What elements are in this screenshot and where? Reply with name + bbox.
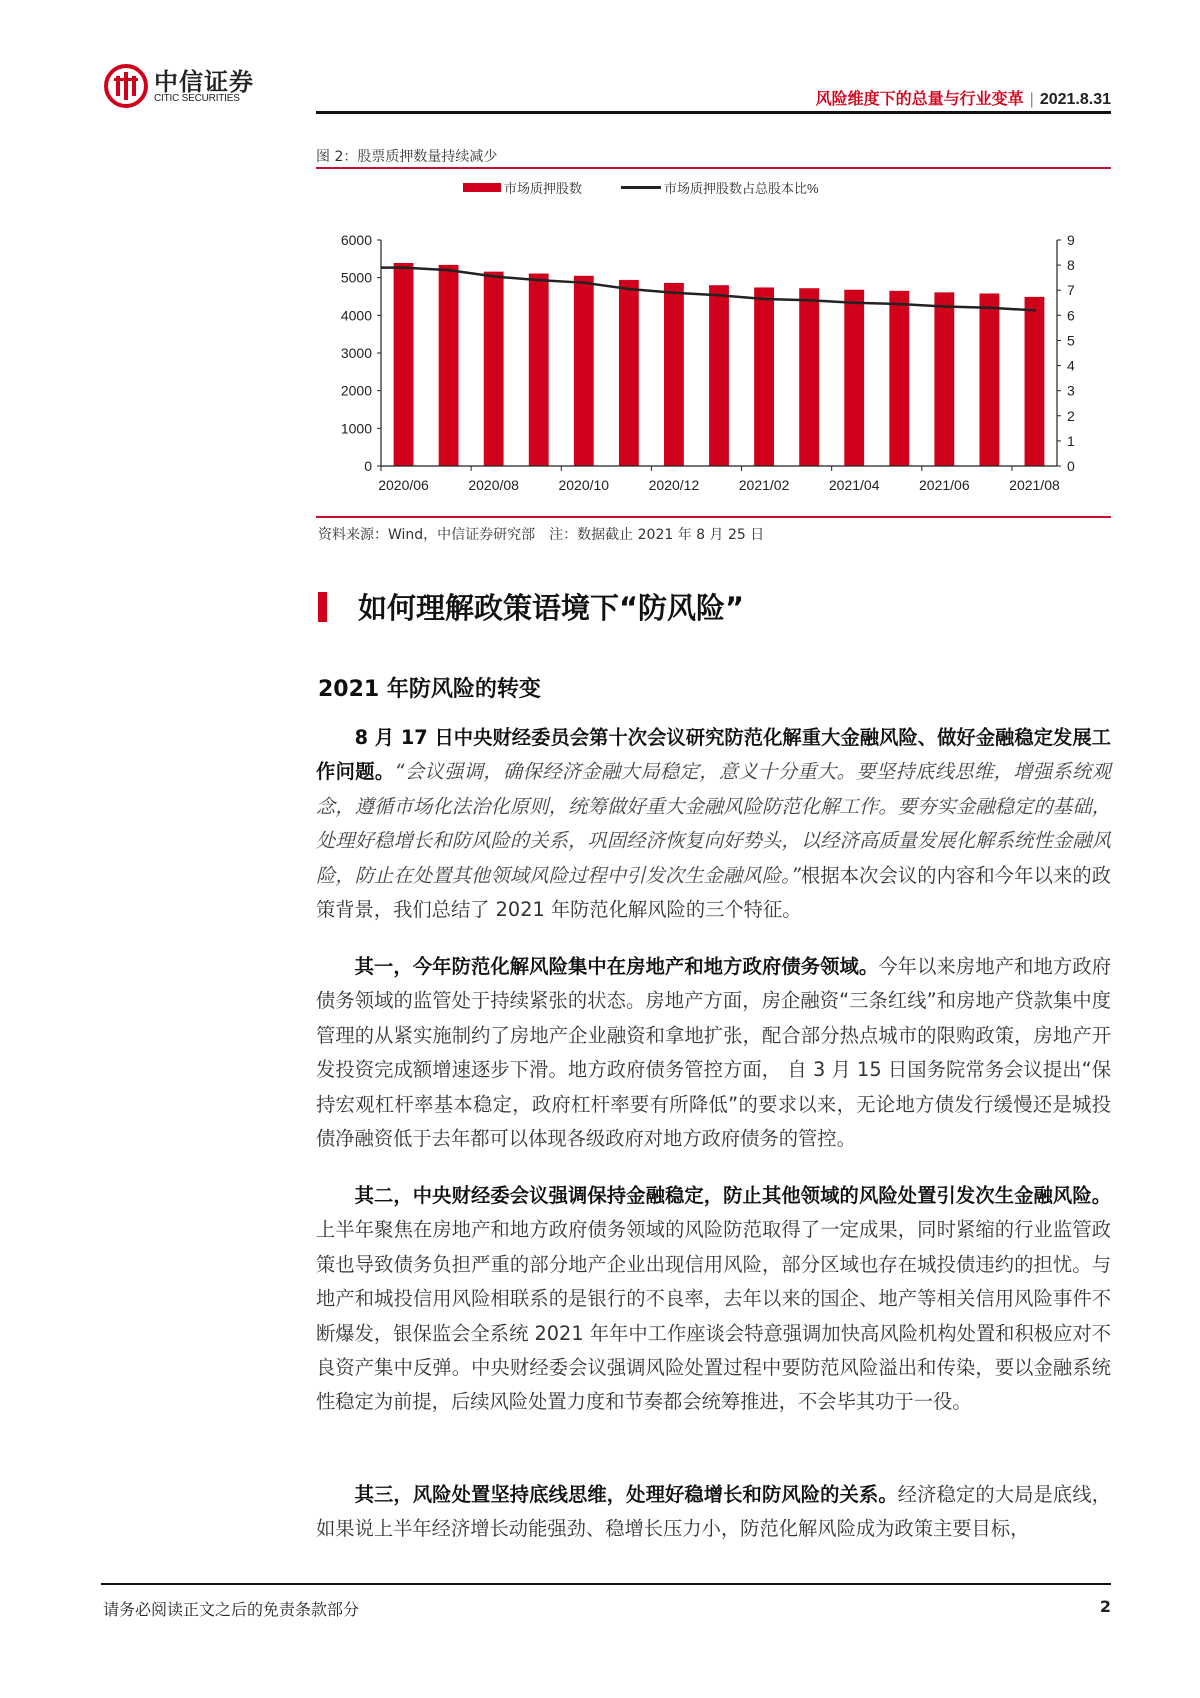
right-tick-label: 8	[1067, 257, 1075, 274]
bar-2020/12	[664, 283, 684, 466]
x-tick-label: 2021/08	[1009, 477, 1060, 493]
page-number: 2	[1099, 1597, 1111, 1616]
bar-2020/08	[484, 272, 504, 466]
paragraph-1-body: 根据本次会议的内容和今年以来的政策背景，我们总结了 2021 年防范化解风险的三个特征。	[316, 863, 1111, 922]
logo-text-cn: 中信证券	[154, 67, 254, 96]
section-title: 如何理解政策语境下“防风险”	[358, 591, 745, 625]
ratio-point-2020/07	[447, 269, 450, 272]
left-tick-label: 0	[364, 458, 372, 474]
right-tick-label: 2	[1067, 407, 1075, 424]
ratio-point-2020/08	[492, 275, 495, 278]
bar-2020/07	[439, 265, 459, 466]
right-tick-label: 4	[1067, 357, 1075, 374]
x-tick-label: 2021/04	[828, 477, 880, 493]
figure-bottom-divider	[316, 516, 1111, 518]
bar-2021/03	[799, 288, 819, 466]
citic-emblem-icon	[104, 64, 148, 108]
bar-2021/08	[1025, 297, 1045, 466]
figure-caption: 图 2：股票质押数量持续减少	[316, 149, 498, 165]
paragraph-1	[316, 721, 1111, 927]
ratio-point-2020/12	[672, 291, 675, 294]
right-tick-label: 3	[1067, 382, 1075, 399]
section-marker	[318, 592, 327, 622]
bar-2021/01	[709, 285, 729, 466]
bar-2020/09	[529, 274, 549, 466]
paragraph-1-lead: 8 月 17 日中央财经委员会第十次会议研究防范化解重大金融风险、做好金融稳定发展工作问题。	[316, 726, 1111, 784]
paragraph-1-quote: “会议强调，确保经济金融大局稳定，意义十分重大。要坚持底线思维，增强系统观念，遵循市场化法治化原则，统筹做好重大金融风险防范化解工作。要夯实金融稳定的基础，处理好稳增长和防风险的关系，巩固经济恢复向好势头，以经济高质量发展化解系统性金融风险，防止在处置其他领域风险过程中引发次生金融风险。”	[316, 760, 1111, 887]
ratio-point-2021/08	[1033, 309, 1036, 312]
figure-source: 资料来源：Wind，中信证券研究部 注：数据截止 2021 年 8 月 25 日	[318, 527, 765, 543]
logo-text-en: CITIC SECURITIES	[154, 93, 240, 104]
bar-2021/05	[889, 291, 909, 466]
citic-logo	[104, 62, 274, 110]
ratio-point-2021/04	[853, 301, 856, 304]
paragraph-3-lead: 其二，中央财经委会议强调保持金融稳定，防止其他领域的风险处置引发次生金融风险。	[354, 1184, 1111, 1207]
header-report-info	[816, 86, 1111, 109]
ratio-point-2021/03	[808, 299, 811, 302]
bar-2020/11	[619, 280, 639, 466]
header-separator: |	[1029, 91, 1034, 108]
right-tick-label: 5	[1067, 332, 1075, 349]
bar-2021/02	[754, 287, 774, 466]
ratio-point-2020/06	[402, 266, 405, 269]
left-tick-label: 4000	[340, 307, 372, 324]
paragraph-3	[316, 1179, 1111, 1420]
bar-2021/04	[844, 290, 864, 466]
ratio-point-2021/01	[718, 294, 721, 297]
legend-bar-swatch	[463, 183, 501, 192]
right-tick-label: 7	[1067, 282, 1075, 299]
bar-2021/07	[979, 293, 999, 466]
paragraph-2	[316, 950, 1111, 1156]
bar-2020/06	[394, 263, 414, 466]
ratio-point-2021/02	[763, 298, 766, 301]
ratio-point-2021/06	[943, 305, 946, 308]
legend-line-label: 市场质押股数占总股本比%	[664, 181, 819, 196]
figure-top-divider	[316, 167, 1111, 169]
footer-divider	[101, 1583, 1111, 1585]
left-tick-label: 3000	[340, 345, 372, 361]
x-tick-label: 2020/12	[648, 477, 700, 493]
ratio-point-2021/05	[898, 303, 901, 306]
bar-2020/10	[574, 276, 594, 466]
x-tick-label: 2021/02	[738, 477, 790, 493]
right-tick-label: 9	[1067, 232, 1075, 248]
left-tick-label: 2000	[340, 382, 372, 399]
paragraph-2-lead: 其一，今年防范化解风险集中在房地产和地方政府债务领域。	[354, 955, 879, 978]
x-tick-label: 2020/08	[468, 477, 519, 493]
x-tick-label: 2021/06	[919, 477, 970, 493]
x-tick-label: 2020/10	[558, 477, 610, 493]
paragraph-4-body: 经济稳定的大局是底线，如果说上半年经济增长动能强劲、稳增长压力小，防范化解风险成为政策主要目标，	[316, 1483, 1112, 1541]
ratio-point-2020/09	[537, 279, 540, 282]
bar-2021/06	[934, 292, 954, 466]
left-tick-label: 5000	[340, 269, 372, 286]
left-tick-label: 6000	[340, 232, 372, 248]
header-divider	[316, 111, 1111, 114]
footer-disclaimer: 请务必阅读正文之后的免责条款部分	[103, 1600, 360, 1619]
report-date: 2021.8.31	[1039, 91, 1111, 108]
report-title: 风险维度下的总量与行业变革	[815, 91, 1024, 108]
paragraph-3-body: 上半年聚焦在房地产和地方政府债务领域的风险防范取得了一定成果，同时紧缩的行业监管政策也导致债务负担严重的部分地产企业出现信用风险，部分区域也存在城投债违约的担忧。与地产和城投信用风险相联系的是银行的不良率，去年以来的国企、地产等相关信用风险事件不断爆发，银保监会全系统 2021 年年中工作座谈会特意强调加快高风险机构处置和积极应对不良资产集中反弹。中央财经委会议强调风险处置过程中要防范风险溢出和传染，要以金融系统性稳定为前提，后续风险处置力度和节奏都会统筹推进，不会毕其功于一役。	[316, 1218, 1111, 1414]
left-tick-label: 1000	[340, 420, 372, 437]
ratio-point-2020/11	[627, 287, 630, 290]
section-subtitle: 2021 年防风险的转变	[318, 677, 541, 702]
paragraph-4-lead: 其三，风险处置坚持底线思维，处理好稳增长和防风险的关系。	[354, 1483, 898, 1506]
x-tick-label: 2020/06	[378, 477, 429, 493]
right-tick-label: 1	[1067, 432, 1075, 449]
paragraph-2-body: 今年以来房地产和地方政府债务领域的监管处于持续紧张的状态。房地产方面，房企融资“三条红线”和房地产贷款集中度管理的从紧实施制约了房地产企业融资和拿地扩张，配合部分热点城市的限购政策，房地产开发投资完成额增速逐步下滑。地方政府债务管控方面， 自 3 月 15 日国务院常务会议提出“保持宏观杠杆率基本稳定，政府杠杆率要有所降低”的要求以来，无论地方债发行缓慢还是城投债净融资低于去年都可以体现各级政府对地方政府债务的管控。	[316, 955, 1112, 1151]
pledge-chart	[316, 180, 1111, 510]
paragraph-4	[316, 1478, 1111, 1547]
right-tick-label: 0	[1067, 458, 1075, 474]
legend-bar-label: 市场质押股数	[504, 181, 583, 196]
right-tick-label: 6	[1067, 307, 1075, 324]
ratio-point-2020/10	[582, 281, 585, 284]
ratio-point-2021/07	[988, 306, 991, 309]
